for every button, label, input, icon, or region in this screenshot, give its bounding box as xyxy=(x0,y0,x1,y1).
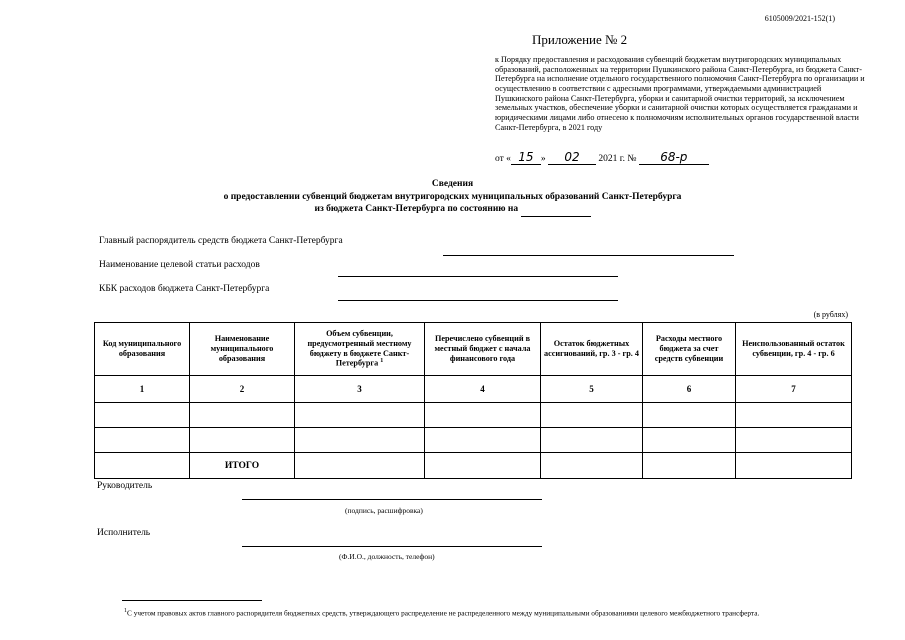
col-number: 7 xyxy=(736,376,852,403)
date-month: 02 xyxy=(548,150,596,165)
col-number: 6 xyxy=(643,376,736,403)
document-code: 6105009/2021-152(1) xyxy=(764,14,835,23)
report-subtitle: о предоставлении субвенций бюджетам внутригородских муниципальных образований Санкт-Петербурга xyxy=(223,192,682,202)
table-row xyxy=(95,403,852,428)
header-volume: Объем субвенции, предусмотренный местному бюджету в бюджете Санкт-Петербурга $^1$ xyxy=(295,323,425,376)
executor-signature-line xyxy=(242,546,542,547)
kbk-label: КБК расходов бюджета Санкт-Петербурга xyxy=(99,284,270,294)
column-number-row xyxy=(95,376,852,403)
footnote-ref: 1 xyxy=(380,358,384,365)
date-day: 15 xyxy=(511,150,541,165)
table-row xyxy=(95,428,852,453)
header-remaining: Остаток бюджетных ассигнований, гр. 3 - гр. 4 xyxy=(541,323,643,376)
main-manager-line xyxy=(443,255,734,256)
main-manager-label: Главный распорядитель средств бюджета Санкт-Петербурга xyxy=(99,236,343,246)
appendix-description: к Порядку предоставления и расходования субвенций бюджетам внутригородских муниципальных образований, расположенных на территории Пушкинского района Санкт-Петербурга, из бюджета Санкт-Петербурга на исполнение отдельного государственного полномочия Санкт-Петербурга по организации и осуществлению в соответствии с адресными программами, утверждаемыми администрацией Пушкинского района Санкт-Петербурга, уборки и санитарной очистки территорий, за исключением земельных участков, обеспечение уборки и санитарной очистки которых осуществляется гражданами и юридическими лицами либо отнесено к полномочиям исполнительных органов государственной власти Санкт-Петербурга, в 2021 году xyxy=(495,55,865,132)
col-number: 4 xyxy=(425,376,541,403)
total-label: ИТОГО xyxy=(190,453,295,479)
subvention-table xyxy=(94,322,852,479)
kbk-line xyxy=(338,300,618,301)
report-subtitle-date xyxy=(0,203,905,217)
table-header-row xyxy=(95,323,852,376)
col-number: 3 xyxy=(295,376,425,403)
col-number: 2 xyxy=(190,376,295,403)
total-row xyxy=(95,453,852,479)
date-day-suffix: » xyxy=(540,154,546,164)
report-date-label: из бюджета Санкт-Петербурга по состоянию на xyxy=(314,204,519,214)
date-prefix: от « xyxy=(495,154,511,164)
report-date-blank xyxy=(521,203,591,217)
order-number: 68-р xyxy=(639,150,709,165)
footnote-mark: 1 xyxy=(124,608,127,614)
head-signature-line xyxy=(242,499,542,500)
col-number: 1 xyxy=(95,376,190,403)
col-number: 5 xyxy=(541,376,643,403)
header-name: Наименование муниципального образования xyxy=(190,323,295,376)
header-transferred: Перечислено субвенций в местный бюджет с начала финансового года xyxy=(425,323,541,376)
header-expenses: Расходы местного бюджета за счет средств субвенции xyxy=(643,323,736,376)
appendix-title: Приложение № 2 xyxy=(532,32,628,47)
report-title: Сведения xyxy=(431,179,474,189)
header-code: Код муниципального образования xyxy=(95,323,190,376)
head-signature-hint: (подпись, расшифровка) xyxy=(345,506,423,515)
footnote-text: С учетом правовых актов главного распорядителя бюджетных средств, утверждающего распределение не распределенного между муниципальными образованиями целевого межбюджетного трансферта. xyxy=(127,608,760,618)
units-label: (в рублях) xyxy=(813,310,848,319)
footnote xyxy=(124,608,759,617)
target-item-line xyxy=(338,276,618,277)
executor-signature-hint: (Ф.И.О., должность, телефон) xyxy=(339,552,435,561)
date-year-number-label: 2021 г. № xyxy=(598,154,637,164)
head-label: Руководитель xyxy=(97,481,153,491)
target-item-label: Наименование целевой статьи расходов xyxy=(99,260,260,270)
appendix-date-line xyxy=(495,150,709,165)
executor-label: Исполнитель xyxy=(97,528,151,538)
footnote-separator xyxy=(122,600,262,601)
header-unused: Неиспользованный остаток субвенции, гр. 4 - гр. 6 xyxy=(736,323,852,376)
